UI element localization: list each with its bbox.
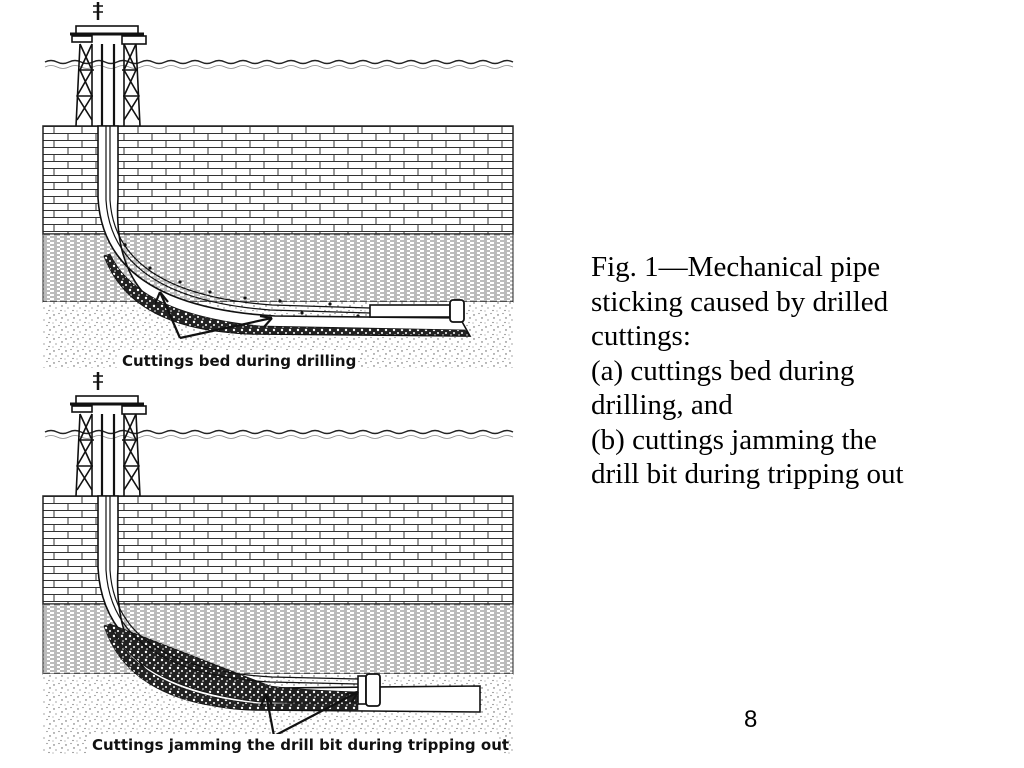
bottom-hole-assembly	[358, 676, 366, 704]
wellbore-diagram-a	[40, 0, 515, 372]
diagram-cuttings-jamming-drill-bit	[40, 370, 515, 756]
wellbore-diagram-b	[40, 370, 515, 756]
drill-bit	[366, 674, 380, 706]
drill-bit	[450, 300, 464, 322]
page-number: 8	[744, 706, 758, 733]
caption-line: sticking caused by drilled	[591, 285, 889, 318]
figure-caption	[591, 250, 1001, 492]
caption-line: cuttings:	[591, 320, 691, 352]
bottom-hole-assembly	[370, 305, 450, 317]
caption-line: Fig. 1—Mechanical pipe	[591, 251, 881, 283]
caption-line: (a) cuttings bed during	[591, 354, 855, 387]
caption-line: drilling, and	[591, 389, 733, 421]
caption-line: drill bit during tripping out	[591, 458, 904, 490]
sea-surface	[45, 61, 513, 64]
sea-surface	[45, 431, 513, 434]
caption-line: (b) cuttings jamming the	[591, 423, 877, 456]
label-cuttings-bed-during-drilling: Cuttings bed during drilling	[122, 352, 357, 370]
diagram-cuttings-bed-during-drilling	[40, 0, 515, 372]
label-cuttings-jamming-drill-bit: Cuttings jamming the drill bit during tripping out	[92, 736, 510, 754]
